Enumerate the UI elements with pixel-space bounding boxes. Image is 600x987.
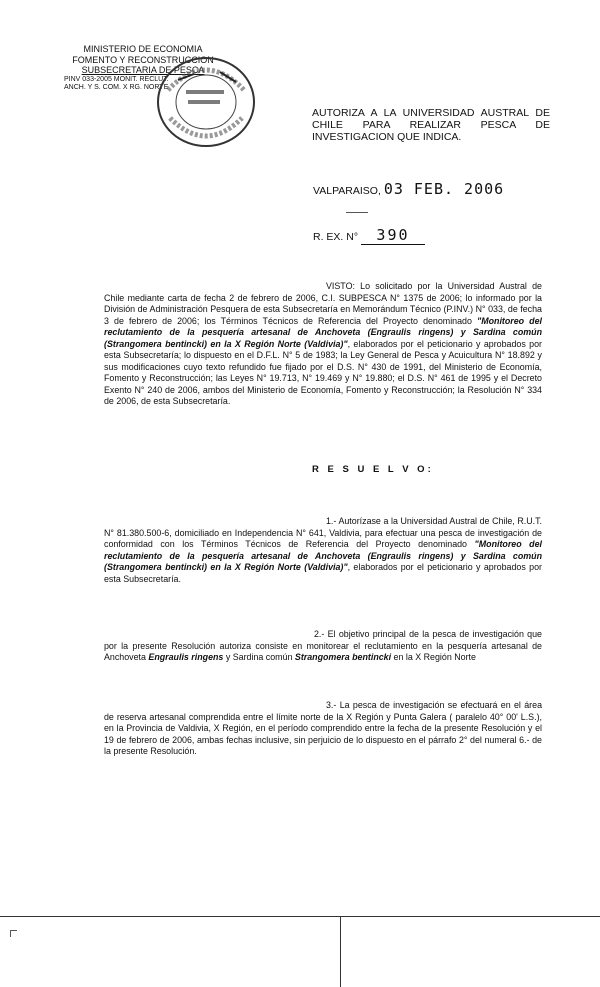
resolution-date: 03 FEB. 2006 xyxy=(383,180,505,198)
crop-mark xyxy=(10,930,17,937)
ministry-name: MINISTERIO DE ECONOMIA xyxy=(83,44,203,54)
ministry-subtitle: FOMENTO Y RECONSTRUCCION xyxy=(72,54,214,65)
subsecretaria-name: SUBSECRETARIA DE PESCA xyxy=(81,65,205,75)
resolution-number-line xyxy=(313,226,425,245)
resuelvo-heading: R E S U E L V O: xyxy=(312,464,434,475)
page-divider-line xyxy=(0,916,600,917)
item-1-text-end: , elaborados por el peticionario y aprobados por esta Subsecretaría. xyxy=(104,562,542,584)
visto-text-end: , elaborados por el peticionario y aprobados por esta Subsecretaría; lo dispuesto en el D.F.L. N° 5 de 1983; la Ley General de Pesca y Acuicultura N° 18.892 y sus modificaciones cuyo texto refundido fue fijado por el D.S. N° 430 de 1991, del Ministerio de Economía, Fomento y Reconstrucción; las Leyes N° 19.713, N° 19.469 y N° 19.880; el D.S. N° 461 de 1995 y el Decreto Exento N° 240 de 2006, ambos del Ministerio de Economía, Fomento y Reconstrucción; la Resolución N° 334 de 2006, de esta Subsecretaría. xyxy=(104,338,542,406)
reference-code-2: ANCH. Y S. COM. X RG. NORTE xyxy=(64,83,169,91)
item-2-text: 2.- El objetivo principal de la pesca de investigación que por la presente Resolución autoriza consiste en monitorear el reclutamiento en la pesquería artesanal de Anchoveta xyxy=(104,629,542,662)
item-1-paragraph xyxy=(104,516,542,585)
resolution-subject: AUTORIZA A LA UNIVERSIDAD AUSTRAL DE CHILE PARA REALIZAR PESCA DE INVESTIGACION QUE INDICA. xyxy=(312,107,550,143)
item-2-text-end: en la X Región Norte xyxy=(391,652,476,662)
place-label: VALPARAISO, xyxy=(313,185,381,197)
resolution-label: R. EX. N° xyxy=(313,231,359,243)
item-2-paragraph xyxy=(104,629,542,664)
fold-line xyxy=(340,916,341,987)
resolution-number: 390 xyxy=(361,226,425,245)
division-juridica-stamp xyxy=(148,50,260,154)
species-1: Engraulis ringens xyxy=(148,652,224,662)
item-2-text-mid: y Sardina común xyxy=(223,652,295,662)
date-line xyxy=(313,180,504,198)
item-1-text: 1.- Autorízase a la Universidad Austral de Chile, R.U.T. N° 81.380.500-6, domiciliado en Independencia N° 641, Valdivia, para efectuar una pesca de investigación de conformidad con los Términos Técnicos de Referencia del Proyecto denominado xyxy=(104,516,542,549)
visto-paragraph xyxy=(104,281,542,408)
item-3-paragraph: 3.- La pesca de investigación se efectuará en el área de reserva artesanal comprendida entre el límite norte de la X Región y Punta Galera ( paralelo 40° 00' L.S.), en la Provincia de Valdivia, X Región, en el período comprendido entre la fecha de la presente Resolución y el 19 de febrero de 2006, ambas fechas inclusive, sin perjuicio de lo dispuesto en el párrafo 2° del numeral 6.- de la presente Resolución. xyxy=(104,700,542,756)
item-1-project-name: "Monitoreo del reclutamiento de la pesquería artesanal de Anchoveta (Engraulis ringens) y Sardina común (Strangomera bentincki) en la X Región Norte (Valdivia)" xyxy=(104,539,543,572)
species-2: Strangomera bentincki xyxy=(294,652,392,662)
reference-code-1: PINV 033-2005 MONIT. RECLUT. xyxy=(64,75,169,83)
divider-mark xyxy=(346,212,368,213)
visto-text: VISTO: Lo solicitado por la Universidad Austral de Chile mediante carta de fecha 2 de febrero de 2006, C.I. SUBPESCA N° 1375 de 2006; lo informado por la División de Administración Pesquera de esta Subsecretaría en Memorándum Técnico (P.INV.) N° 033, de fecha 3 de febrero de 2006; los Términos Técnicos de Referencia del Proyecto denominado xyxy=(104,281,542,326)
project-name: "Monitoreo del reclutamiento de la pesquería artesanal de Anchoveta (Engraulis ringens) y Sardina común (Strangomera bentincki) en la X Región Norte (Valdivia)" xyxy=(104,315,542,349)
